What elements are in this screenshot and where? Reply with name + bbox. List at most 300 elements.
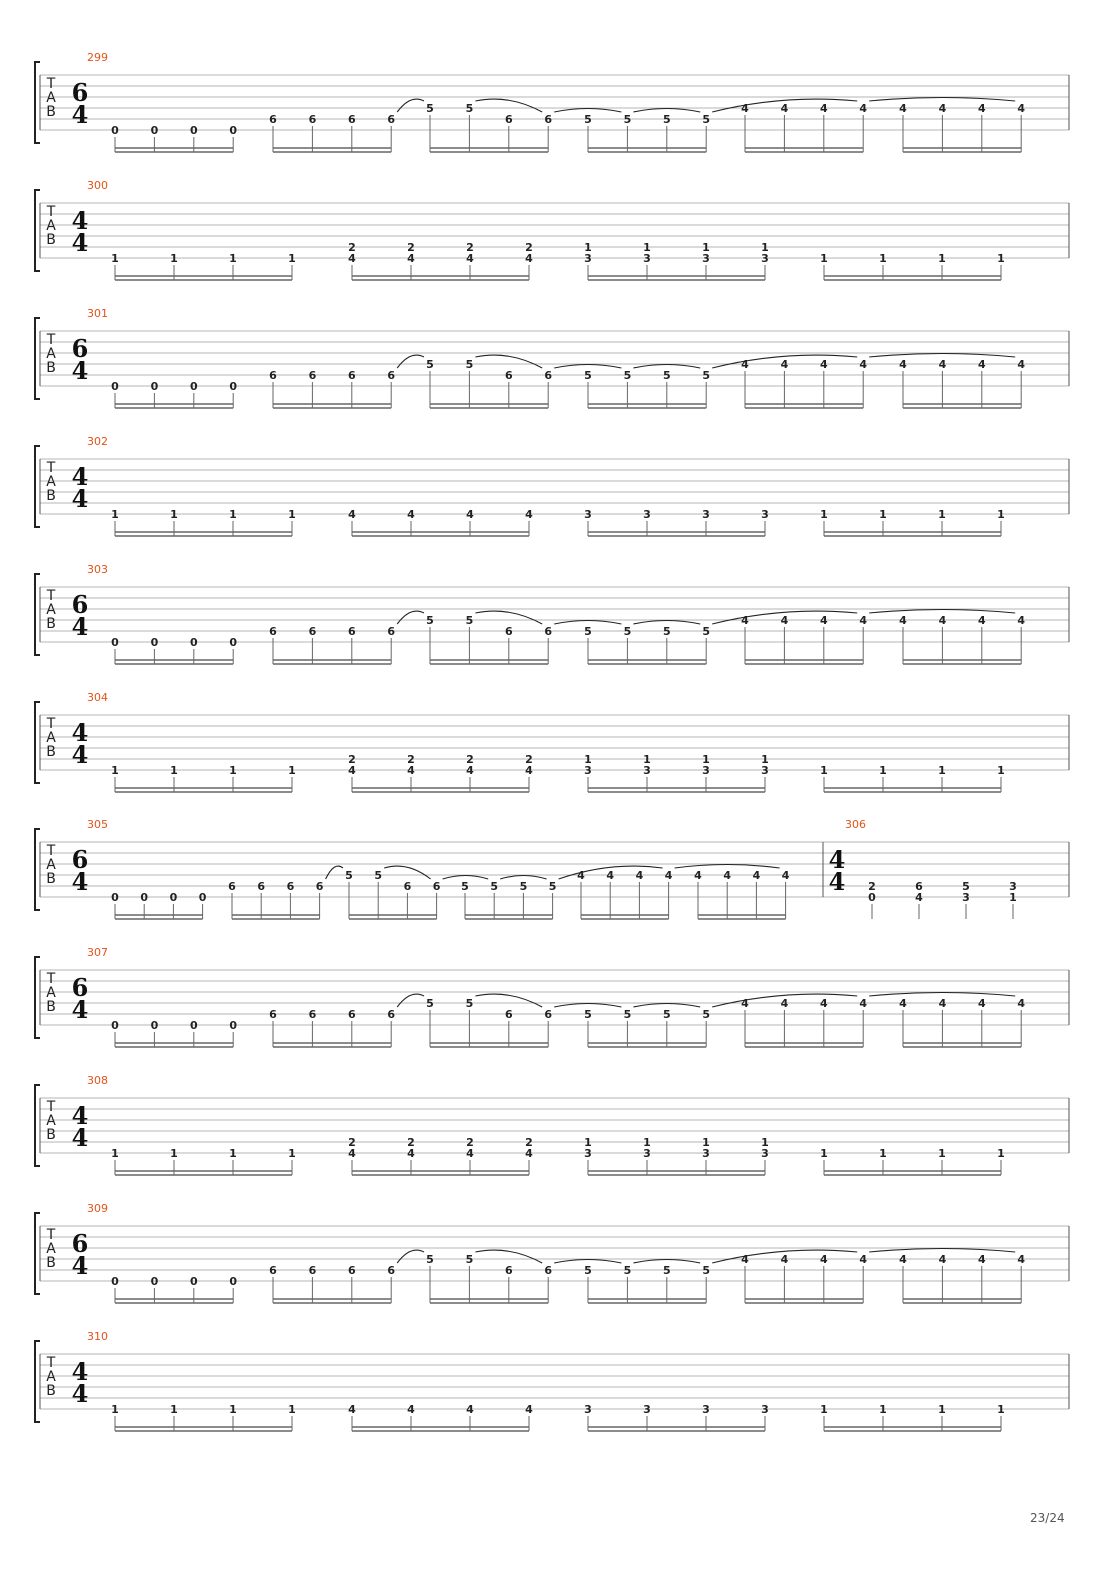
tab-clef-letter: T (46, 588, 56, 604)
fret-number: 4 (407, 1403, 415, 1416)
fret-number: 1 (761, 1136, 769, 1149)
fret-number: 5 (426, 102, 434, 115)
fret-number: 6 (387, 1008, 396, 1021)
fret-number: 3 (761, 508, 769, 521)
fret-number: 0 (868, 891, 876, 904)
fret-number: 4 (859, 358, 868, 371)
fret-number: 2 (466, 753, 474, 766)
fret-number: 6 (504, 369, 513, 382)
fret-number: 1 (111, 252, 119, 265)
staff-lines (40, 1354, 1069, 1409)
tie-arc (397, 994, 424, 1007)
fret-number: 2 (525, 241, 533, 254)
measure-number: 304 (87, 691, 108, 704)
fret-number: 5 (623, 625, 632, 638)
fret-number: 1 (584, 241, 592, 254)
tab-clef-letter: B (46, 104, 56, 120)
fret-number: 1 (938, 1147, 946, 1160)
fret-number: 1 (229, 508, 237, 521)
fret-number: 5 (465, 997, 474, 1010)
fret-number: 6 (269, 369, 277, 382)
fret-number: 5 (702, 369, 711, 382)
measure-number: 308 (87, 1074, 108, 1087)
time-signature-bottom: 4 (71, 867, 89, 896)
fret-number: 4 (741, 102, 749, 115)
fret-number: 3 (702, 764, 710, 777)
fret-number: 0 (169, 891, 178, 904)
fret-number: 1 (288, 508, 296, 521)
fret-number: 1 (288, 1147, 296, 1160)
system (35, 691, 1069, 792)
fret-number: 4 (1017, 997, 1026, 1010)
fret-number: 4 (466, 764, 474, 777)
fret-number: 5 (623, 1008, 632, 1021)
fret-number: 0 (111, 380, 119, 393)
tab-clef-letter: T (46, 843, 56, 859)
fret-number: 5 (623, 1264, 632, 1277)
fret-number: 6 (347, 1264, 356, 1277)
fret-number: 3 (761, 1403, 769, 1416)
time-signature-bottom: 4 (71, 100, 89, 129)
fret-number: 1 (879, 1403, 887, 1416)
system (35, 435, 1069, 536)
fret-number: 5 (426, 614, 434, 627)
fret-number: 5 (662, 625, 671, 638)
fret-number: 0 (229, 124, 238, 137)
tie-arc (869, 610, 1015, 614)
tab-clef-letter: A (46, 474, 56, 490)
tab-clef-letter: A (46, 218, 56, 234)
measure-number: 301 (87, 307, 108, 320)
fret-number: 6 (308, 113, 317, 126)
time-signature-top: 4 (71, 462, 89, 491)
time-signature-bottom: 4 (71, 995, 89, 1024)
fret-number: 3 (1009, 880, 1017, 893)
fret-number: 1 (938, 764, 946, 777)
system (35, 563, 1069, 664)
fret-number: 4 (899, 997, 907, 1010)
fret-number: 1 (643, 1136, 651, 1149)
tie-arc (675, 865, 780, 869)
fret-number: 5 (702, 113, 711, 126)
fret-number: 3 (962, 891, 970, 904)
tab-clef-letter: T (46, 1355, 56, 1371)
fret-number: 1 (997, 764, 1005, 777)
fret-number: 4 (938, 358, 947, 371)
tie-arc (554, 1260, 621, 1264)
fret-number: 4 (819, 997, 828, 1010)
fret-number: 6 (504, 113, 513, 126)
fret-number: 6 (347, 113, 356, 126)
fret-number: 4 (741, 614, 749, 627)
fret-number: 1 (643, 753, 651, 766)
fret-number: 6 (228, 880, 236, 893)
fret-number: 4 (977, 358, 986, 371)
fret-number: 4 (915, 891, 923, 904)
time-signature-top: 4 (828, 845, 846, 874)
fret-number: 2 (348, 1136, 356, 1149)
fret-number: 1 (111, 1147, 119, 1160)
system-brace (35, 702, 40, 783)
fret-number: 6 (387, 369, 396, 382)
fret-number: 0 (189, 380, 198, 393)
fret-number: 1 (170, 1147, 178, 1160)
fret-number: 6 (403, 880, 412, 893)
tab-clef-letter: A (46, 857, 56, 873)
measure-number: 305 (87, 818, 108, 831)
fret-number: 4 (348, 508, 356, 521)
tab-clef-letter: T (46, 1227, 56, 1243)
fret-number: 0 (150, 124, 159, 137)
fret-number: 6 (387, 1264, 396, 1277)
system-brace (35, 62, 40, 143)
fret-number: 6 (308, 1008, 317, 1021)
fret-number: 6 (269, 625, 277, 638)
tab-clef-letter: T (46, 332, 56, 348)
fret-number: 2 (466, 1136, 474, 1149)
tab-clef-letter: B (46, 871, 56, 887)
tie-arc (633, 621, 700, 625)
system (35, 946, 1069, 1047)
fret-number: 4 (938, 614, 947, 627)
fret-number: 0 (150, 1019, 159, 1032)
time-signature-bottom: 4 (71, 740, 89, 769)
fret-number: 6 (915, 880, 923, 893)
fret-number: 3 (702, 252, 710, 265)
tab-clef-letter: A (46, 730, 56, 746)
tab-clef-letter: A (46, 1241, 56, 1257)
tab-clef-letter: B (46, 1127, 56, 1143)
fret-number: 6 (544, 1264, 553, 1277)
fret-number: 1 (702, 241, 710, 254)
time-signature-bottom: 4 (828, 867, 846, 896)
fret-number: 4 (780, 358, 789, 371)
fret-number: 1 (229, 764, 237, 777)
fret-number: 2 (407, 241, 415, 254)
tie-arc (554, 621, 621, 625)
fret-number: 0 (150, 380, 159, 393)
fret-number: 5 (623, 113, 632, 126)
fret-number: 3 (702, 508, 710, 521)
fret-number: 1 (288, 252, 296, 265)
time-signature-bottom: 4 (71, 1123, 89, 1152)
fret-number: 6 (387, 625, 396, 638)
fret-number: 1 (584, 1136, 592, 1149)
fret-number: 5 (465, 102, 474, 115)
fret-number: 1 (879, 508, 887, 521)
fret-number: 1 (111, 508, 119, 521)
tab-clef-letter: A (46, 346, 56, 362)
fret-number: 1 (170, 252, 178, 265)
system (35, 1330, 1069, 1431)
system (35, 307, 1069, 408)
tab-clef-letter: B (46, 1383, 56, 1399)
fret-number: 4 (859, 102, 868, 115)
fret-number: 0 (111, 1275, 119, 1288)
fret-number: 6 (504, 625, 513, 638)
fret-number: 5 (702, 625, 711, 638)
fret-number: 6 (544, 113, 553, 126)
fret-number: 5 (426, 997, 434, 1010)
fret-number: 4 (781, 869, 790, 882)
fret-number: 3 (584, 764, 592, 777)
staff-lines (40, 203, 1069, 258)
fret-number: 1 (288, 764, 296, 777)
fret-number: 1 (229, 1403, 237, 1416)
measure-number: 303 (87, 563, 108, 576)
fret-number: 4 (977, 102, 986, 115)
fret-number: 1 (997, 1147, 1005, 1160)
time-signature-top: 4 (71, 1101, 89, 1130)
tab-clef-letter: B (46, 232, 56, 248)
fret-number: 5 (465, 1253, 474, 1266)
fret-number: 1 (761, 753, 769, 766)
fret-number: 4 (938, 102, 947, 115)
fret-number: 6 (347, 625, 356, 638)
fret-number: 4 (859, 614, 868, 627)
fret-number: 4 (859, 1253, 868, 1266)
fret-number: 0 (189, 636, 198, 649)
fret-number: 5 (584, 113, 592, 126)
fret-number: 4 (577, 869, 585, 882)
fret-number: 4 (466, 1403, 474, 1416)
tie-arc (869, 98, 1015, 102)
tie-arc (397, 1250, 424, 1263)
fret-number: 0 (198, 891, 207, 904)
fret-number: 1 (820, 508, 828, 521)
system (35, 1202, 1069, 1303)
fret-number: 6 (308, 1264, 317, 1277)
fret-number: 4 (819, 102, 828, 115)
fret-number: 6 (269, 1008, 277, 1021)
fret-number: 5 (345, 869, 353, 882)
fret-number: 5 (490, 880, 499, 893)
tie-arc (475, 99, 542, 112)
tie-arc (633, 109, 700, 113)
fret-number: 2 (348, 241, 356, 254)
tie-arc (397, 611, 424, 624)
fret-number: 5 (374, 869, 383, 882)
tie-arc (500, 876, 546, 880)
fret-number: 4 (694, 869, 702, 882)
fret-number: 4 (525, 764, 533, 777)
measure-number: 307 (87, 946, 108, 959)
fret-number: 1 (702, 753, 710, 766)
fret-number: 6 (347, 369, 356, 382)
fret-number: 0 (150, 636, 159, 649)
fret-number: 2 (466, 241, 474, 254)
tie-arc (475, 994, 542, 1007)
tie-arc (326, 866, 343, 879)
system-brace (35, 446, 40, 527)
fret-number: 4 (1017, 1253, 1026, 1266)
tie-arc (869, 993, 1015, 997)
time-signature-top: 6 (71, 78, 89, 107)
system-brace (35, 1213, 40, 1294)
fret-number: 1 (288, 1403, 296, 1416)
fret-number: 4 (1017, 358, 1026, 371)
fret-number: 1 (229, 1147, 237, 1160)
fret-number: 1 (111, 1403, 119, 1416)
system-brace (35, 957, 40, 1038)
tie-arc (633, 1260, 700, 1264)
fret-number: 0 (111, 1019, 119, 1032)
fret-number: 1 (702, 1136, 710, 1149)
fret-number: 6 (308, 369, 317, 382)
fret-number: 6 (315, 880, 324, 893)
tie-arc (554, 109, 621, 113)
fret-number: 5 (465, 614, 474, 627)
fret-number: 4 (899, 614, 907, 627)
fret-number: 3 (761, 1147, 769, 1160)
fret-number: 0 (140, 891, 149, 904)
fret-number: 4 (899, 102, 907, 115)
fret-number: 6 (286, 880, 295, 893)
measure-number: 306 (845, 818, 866, 831)
tab-clef-letter: A (46, 1113, 56, 1129)
fret-number: 4 (780, 614, 789, 627)
fret-number: 3 (761, 252, 769, 265)
fret-number: 4 (819, 358, 828, 371)
fret-number: 5 (426, 1253, 434, 1266)
time-signature-bottom: 4 (71, 356, 89, 385)
fret-number: 5 (426, 358, 434, 371)
fret-number: 6 (257, 880, 266, 893)
fret-number: 4 (348, 1147, 356, 1160)
fret-number: 4 (348, 1403, 356, 1416)
fret-number: 5 (465, 358, 474, 371)
fret-number: 4 (780, 1253, 789, 1266)
page-number: 23/24 (1030, 1511, 1065, 1525)
fret-number: 4 (407, 764, 415, 777)
fret-number: 5 (461, 880, 469, 893)
tab-clef-letter: T (46, 1099, 56, 1115)
fret-number: 5 (584, 1008, 592, 1021)
measure-number: 300 (87, 179, 108, 192)
tie-arc (475, 611, 542, 624)
fret-number: 4 (635, 869, 644, 882)
fret-number: 4 (407, 1147, 415, 1160)
fret-number: 4 (859, 997, 868, 1010)
tab-clef-letter: B (46, 744, 56, 760)
fret-number: 5 (702, 1008, 711, 1021)
fret-number: 3 (643, 508, 651, 521)
fret-number: 0 (111, 124, 119, 137)
fret-number: 0 (111, 891, 119, 904)
fret-number: 6 (269, 1264, 277, 1277)
tab-clef-letter: B (46, 488, 56, 504)
fret-number: 1 (938, 1403, 946, 1416)
fret-number: 6 (504, 1264, 513, 1277)
tie-arc (869, 1249, 1015, 1253)
fret-number: 1 (938, 508, 946, 521)
time-signature-bottom: 4 (71, 228, 89, 257)
system-brace (35, 829, 40, 910)
system (35, 179, 1069, 280)
tab-clef-letter: T (46, 460, 56, 476)
fret-number: 4 (899, 358, 907, 371)
fret-number: 6 (269, 113, 277, 126)
fret-number: 4 (466, 1147, 474, 1160)
fret-number: 3 (643, 1147, 651, 1160)
fret-number: 4 (977, 1253, 986, 1266)
fret-number: 3 (584, 1403, 592, 1416)
fret-number: 0 (229, 1275, 238, 1288)
fret-number: 1 (820, 1147, 828, 1160)
fret-number: 4 (938, 1253, 947, 1266)
system (35, 51, 1069, 152)
tab-clef-letter: T (46, 76, 56, 92)
fret-number: 1 (820, 1403, 828, 1416)
fret-number: 4 (525, 508, 533, 521)
fret-number: 4 (977, 997, 986, 1010)
fret-number: 5 (584, 625, 592, 638)
time-signature-top: 4 (71, 718, 89, 747)
system-brace (35, 574, 40, 655)
fret-number: 5 (584, 1264, 592, 1277)
fret-number: 4 (780, 997, 789, 1010)
fret-number: 5 (962, 880, 970, 893)
fret-number: 4 (525, 252, 533, 265)
fret-number: 5 (662, 369, 671, 382)
time-signature-top: 6 (71, 845, 89, 874)
time-signature-bottom: 4 (71, 484, 89, 513)
fret-number: 6 (544, 1008, 553, 1021)
fret-number: 0 (189, 1275, 198, 1288)
fret-number: 3 (643, 764, 651, 777)
fret-number: 6 (308, 625, 317, 638)
fret-number: 1 (997, 252, 1005, 265)
measure-number: 299 (87, 51, 108, 64)
fret-number: 1 (879, 252, 887, 265)
tab-clef-letter: A (46, 1369, 56, 1385)
tie-arc (475, 1250, 542, 1263)
tie-arc (869, 354, 1015, 358)
time-signature-top: 4 (71, 206, 89, 235)
tie-arc (475, 355, 542, 368)
fret-number: 4 (819, 614, 828, 627)
time-signature-bottom: 4 (71, 1251, 89, 1280)
measure-number: 309 (87, 1202, 108, 1215)
fret-number: 1 (820, 764, 828, 777)
fret-number: 4 (1017, 102, 1026, 115)
tab-clef-letter: T (46, 971, 56, 987)
fret-number: 5 (662, 1264, 671, 1277)
fret-number: 4 (741, 997, 749, 1010)
fret-number: 4 (741, 1253, 749, 1266)
fret-number: 1 (997, 508, 1005, 521)
tab-clef-letter: B (46, 1255, 56, 1271)
time-signature-bottom: 4 (71, 1379, 89, 1408)
staff-lines (40, 587, 1069, 642)
fret-number: 0 (111, 636, 119, 649)
fret-number: 1 (938, 252, 946, 265)
time-signature-top: 6 (71, 973, 89, 1002)
fret-number: 4 (723, 869, 732, 882)
staff-lines (40, 75, 1069, 130)
fret-number: 6 (432, 880, 441, 893)
fret-number: 4 (938, 997, 947, 1010)
staff-lines (40, 970, 1069, 1025)
tab-clef-letter: A (46, 90, 56, 106)
fret-number: 2 (525, 753, 533, 766)
tie-arc (397, 355, 424, 368)
fret-number: 5 (584, 369, 592, 382)
fret-number: 1 (111, 764, 119, 777)
fret-number: 4 (977, 614, 986, 627)
system-brace (35, 1085, 40, 1166)
tab-clef-letter: B (46, 999, 56, 1015)
